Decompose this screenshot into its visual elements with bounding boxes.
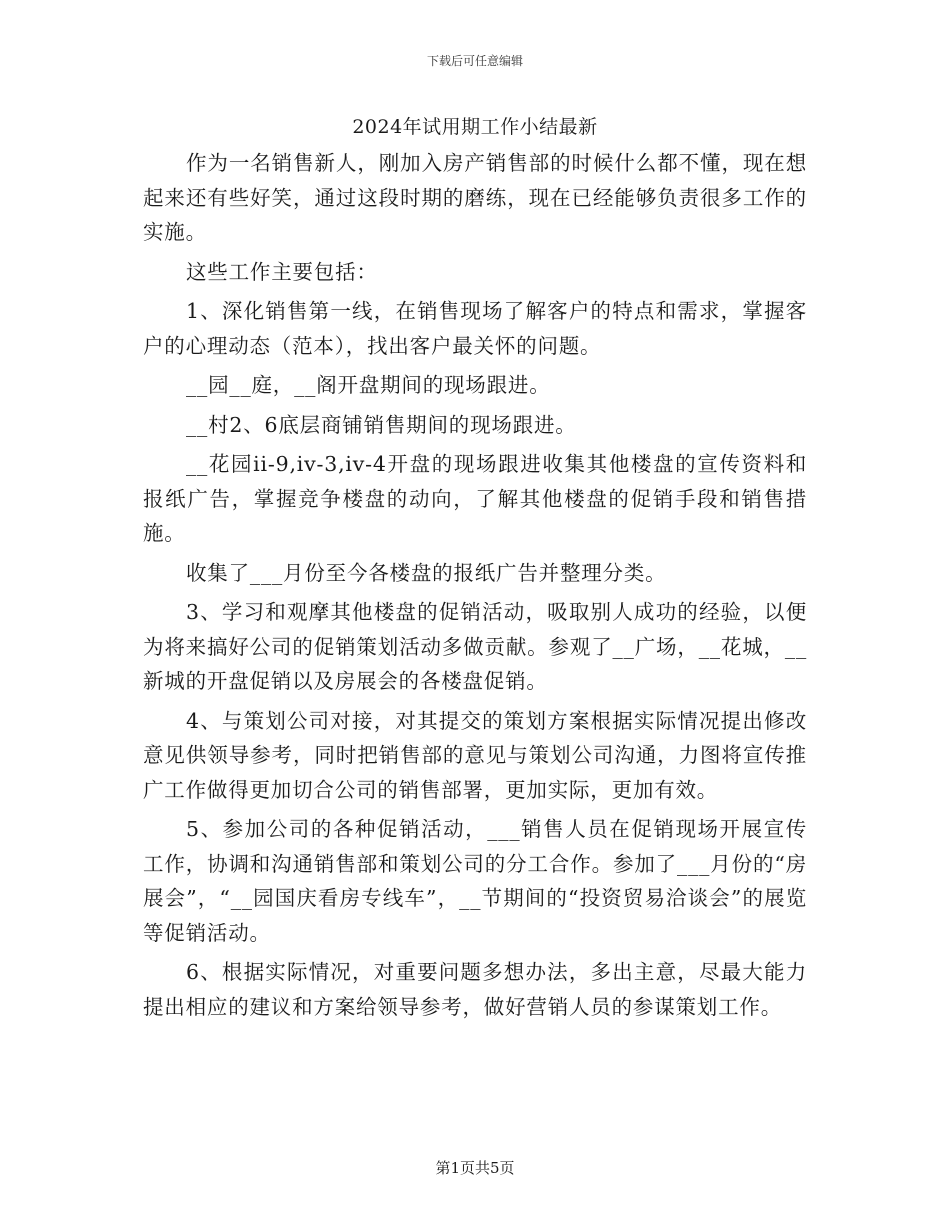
document-body: [143, 110, 807, 1029]
paragraph-sub-4: 收集了___月份至今各楼盘的报纸广告并整理分类。: [186, 560, 667, 585]
paragraph-sub-3: __花园ii-9,iv-3,iv-4开盘的现场跟进收集其他楼盘的宣传资料和报纸广告，掌握竞争楼盘的动向，了解其他楼盘的促销手段和销售措施。: [143, 452, 807, 545]
paragraph-item-1: 1、深化销售第一线，在销售现场了解客户的特点和需求，掌握客户的心理动态（范本），找出客户最关怀的问题。: [143, 299, 807, 358]
paragraph-item-5: 5、参加公司的各种促销活动，___销售人员在促销现场开展宣传工作，协调和沟通销售部和策划公司的分工合作。参加了___月份的“房展会”，“__园国庆看房专线车”，__节期间的“投资贸易洽谈会”的展览等促销活动。: [143, 817, 807, 945]
page-header: 下载后可任意编辑: [426, 54, 523, 68]
paragraph-list-intro: 这些工作主要包括：: [186, 259, 378, 284]
paragraph-sub-1: __园__庭，__阁开盘期间的现场跟进。: [186, 373, 551, 397]
document-title: 2024年试用期工作小结最新: [352, 116, 598, 138]
page-footer: 第1页共5页: [435, 1159, 515, 1177]
paragraph-item-4: 4、与策划公司对接，对其提交的策划方案根据实际情况提出修改意见供领导参考，同时把销售部的意见与策划公司沟通，力图将宣传推广工作做得更加切合公司的销售部署，更加实际，更加有效。: [143, 708, 807, 802]
paragraph-item-3: 3、学习和观摩其他楼盘的促销活动，吸取别人成功的经验，以便为将来搞好公司的促销策划活动多做贡献。参观了__广场，__花城，__新城的开盘促销以及房展会的各楼盘促销。: [143, 600, 807, 693]
paragraph-intro: 作为一名销售新人，刚加入房产销售部的时候什么都不懂，现在想起来还有些好笑，通过这段时期的磨练，现在已经能够负责很多工作的实施。: [143, 151, 807, 244]
paragraph-sub-2: __村2、6底层商铺销售期间的现场跟进。: [186, 412, 577, 437]
paragraph-item-6: 6、根据实际情况，对重要问题多想办法，多出主意，尽最大能力提出相应的建议和方案给领导参考，做好营销人员的参谋策划工作。: [143, 960, 807, 1019]
